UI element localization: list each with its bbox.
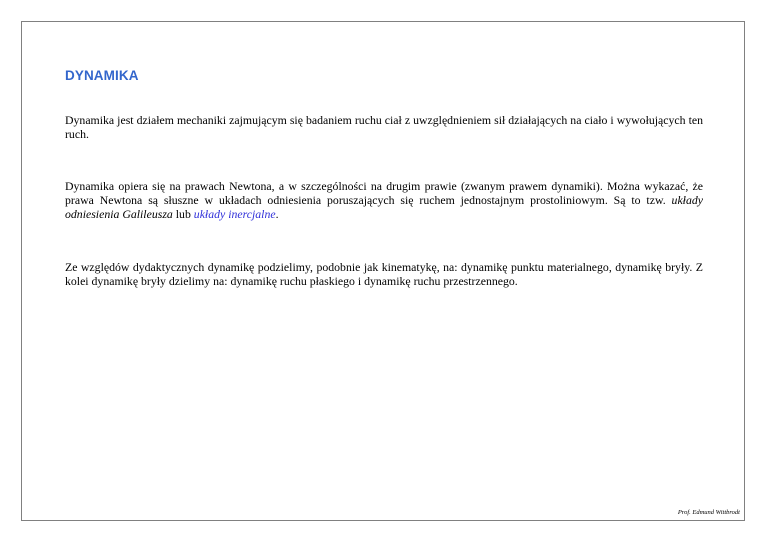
- paragraph-division: Ze względów dydaktycznych dynamikę podzielimy, podobnie jak kinematykę, na: dynamikę punktu materialnego, dynamikę bryły. Z kolei dynamikę bryły dzielimy na: dynamikę ruchu płaskiego i dynamikę ruchu przestrzennego.: [65, 260, 703, 288]
- connector-text: lub: [172, 207, 194, 221]
- paragraph-newton-laws-text: Dynamika opiera się na prawach Newtona, a w szczególności na drugim prawie (zwanym prawem dynamiki). Można wykazać, że prawa Newtona są słuszne w układach odniesienia poruszających się ruchem jednostajnym prostoliniowym. Są to tzw.: [65, 179, 703, 207]
- document-page: [21, 21, 745, 521]
- paragraph-newton-laws: [65, 179, 703, 221]
- author-footer: Prof. Edmund Wittbrodt: [677, 509, 740, 516]
- paragraph-end-period: .: [275, 207, 279, 221]
- paragraph-definition: Dynamika jest działem mechaniki zajmującym się badaniem ruchu ciał z uwzględnieniem sił działających na ciało i wywołujących ten ruch.: [65, 113, 703, 141]
- page-title: DYNAMIKA: [65, 68, 139, 83]
- term-galileo-frames: układy odniesienia Galileusza: [65, 193, 703, 221]
- term-inertial-frames-link[interactable]: układy inercjalne: [193, 207, 276, 221]
